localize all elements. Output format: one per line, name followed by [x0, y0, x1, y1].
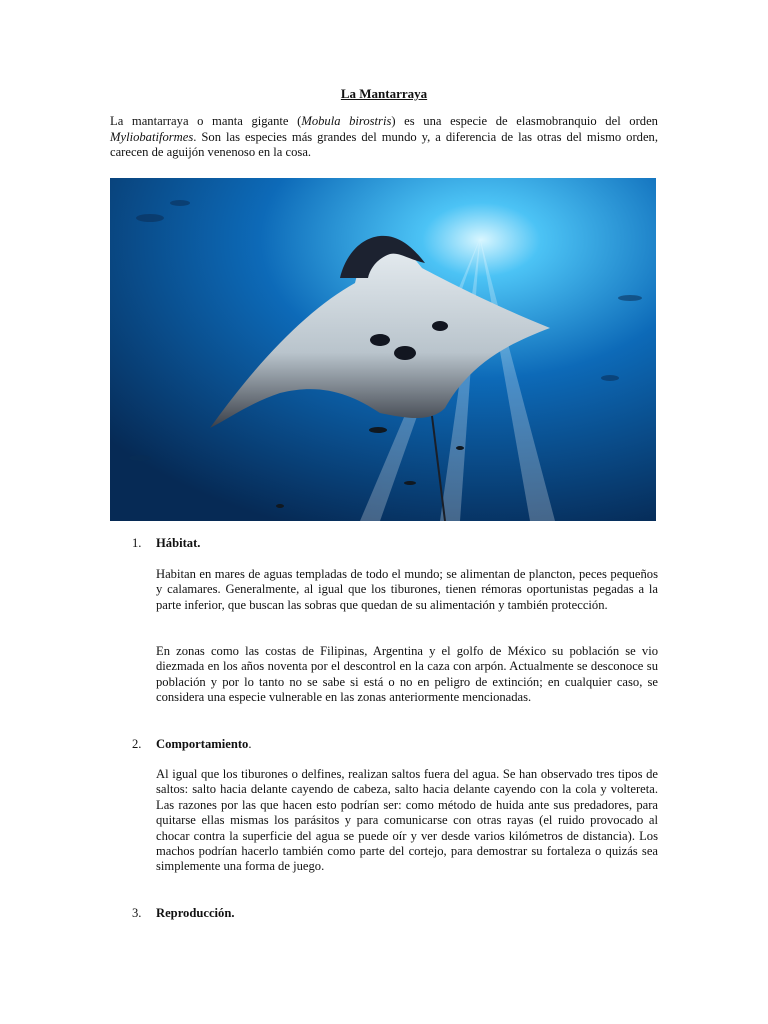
section-habitat-heading: 1. Hábitat.: [132, 536, 201, 550]
manta-ray-photo: [110, 178, 656, 521]
document-title: La Mantarraya: [340, 86, 428, 101]
intro-text-2: ) es una especie de elasmobranquio del orden: [391, 114, 658, 128]
section-behavior-heading: 2. Comportamiento.: [132, 737, 252, 751]
habitat-paragraph-2: En zonas como las costas de Filipinas, Argentina y el golfo de México su población se vio diezmada en los años noventa por el descontrol en la caza con arpón. Actualmente se desconoce su población y por lo tanto no se sabe si está o no en peligro de extinción; en cualquier caso, se considera una especie vulnerable en las zonas anteriormente mencionadas.: [156, 644, 658, 705]
section-reproduction-heading: 3. Reproducción.: [132, 906, 235, 920]
species-name: Mobula birostris: [301, 114, 392, 128]
order-name: Myliobatiformes: [110, 129, 194, 144]
intro-text-3: . Son las especies más grandes del mundo y, a diferencia de las otras del mismo orden, carecen de aguijón venenoso en la cosa.: [110, 129, 658, 160]
behavior-paragraph-1: Al igual que los tiburones o delfines, realizan saltos fuera del agua. Se han observado tres tipos de saltos: salto hacia delante cayendo de cabeza, salto hacia delante cayendo con la cola y voltereta. Las razones por las que hacen esto podrían ser: como método de huida ante sus predadores, para quitarse ellas mismas los parásitos y para comunicarse con otras rayas (el ruido provocado al chocar contra la superficie del agua se puede oír y ver desde varios kilómetros de distancia). Los machos podrían hacerlo también como parte del cortejo, para demostrar su fortaleza o quizás sea simplemente una forma de juego.: [156, 767, 658, 874]
habitat-paragraph-1: Habitan en mares de aguas templadas de todo el mundo; se alimentan de plancton, peces pequeños y calamares. Generalmente, al igual que los tiburones, tienen rémoras oportunistas pegadas a la parte inferior, que buscan las sobras que quedan de su alimentación y también protección.: [156, 567, 658, 612]
intro-text-1: La mantarraya o manta gigante (: [110, 114, 302, 128]
intro-paragraph: [110, 114, 658, 161]
